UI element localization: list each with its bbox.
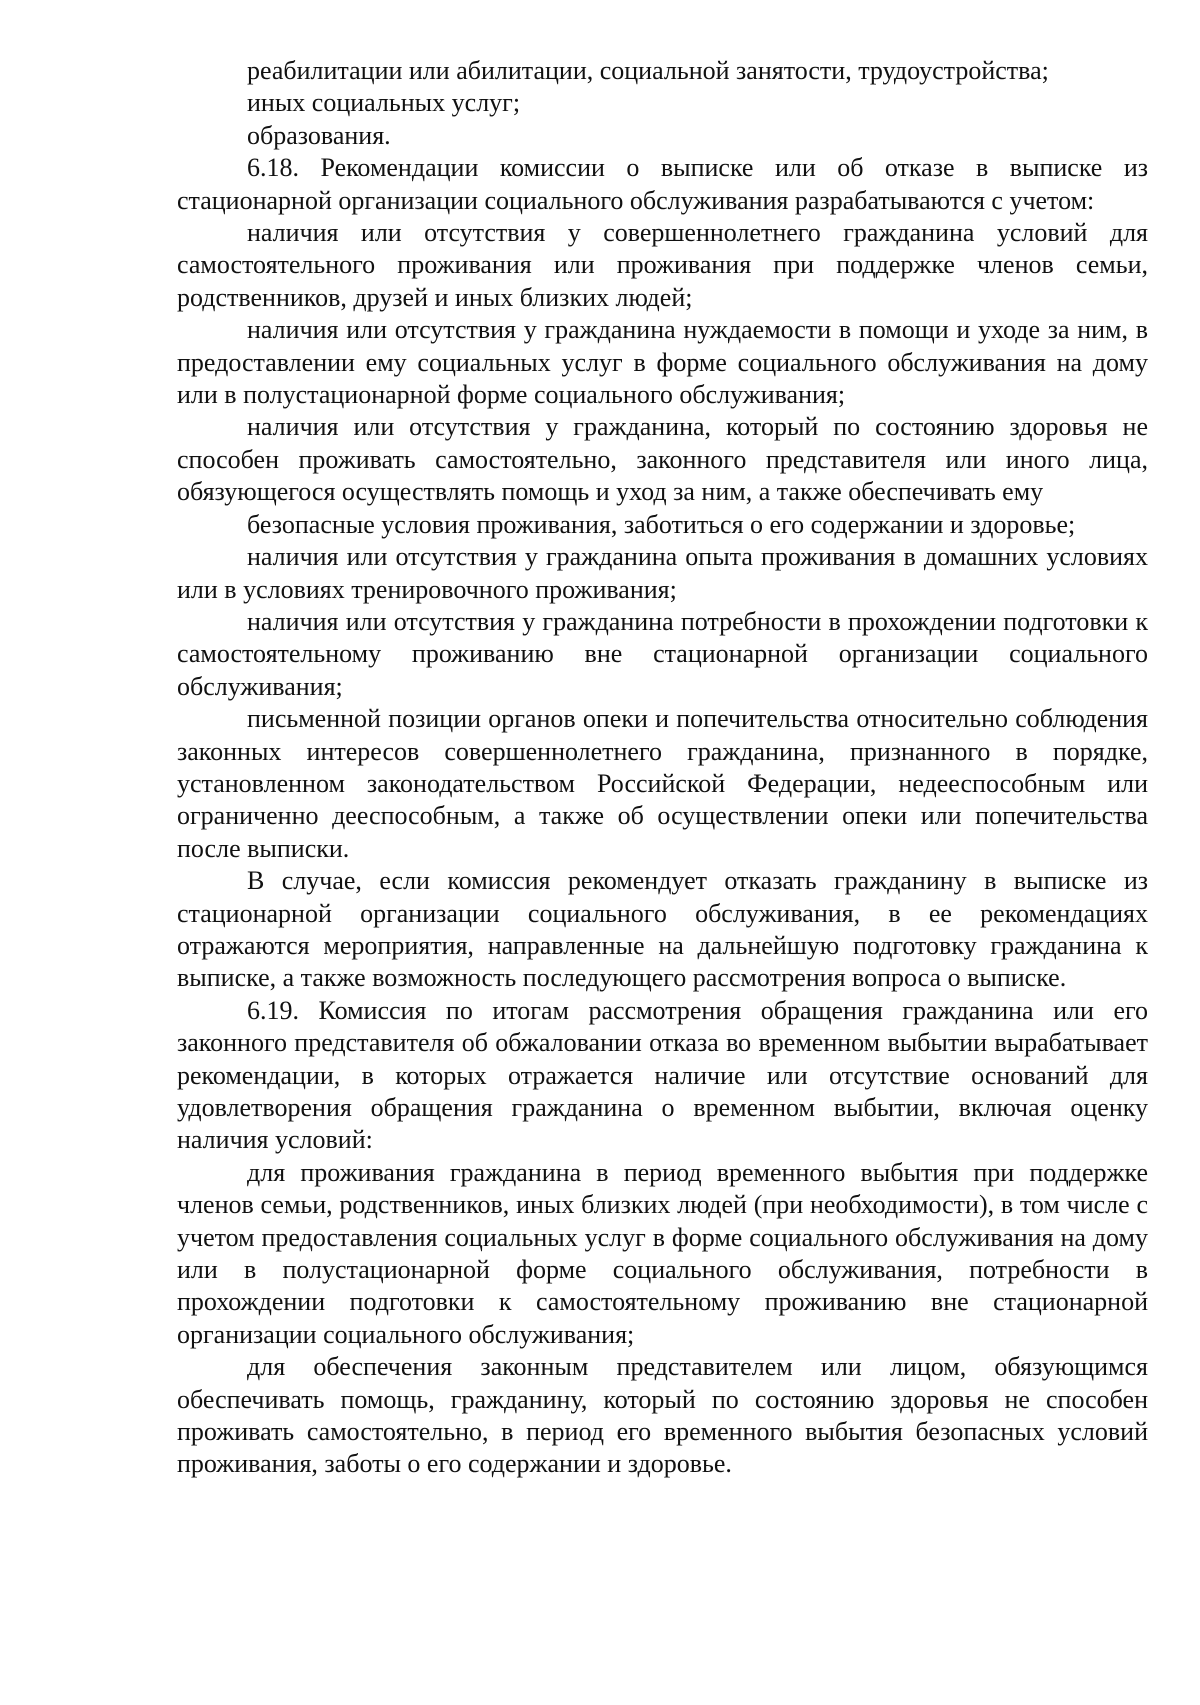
document-page: [177, 55, 1148, 1481]
paragraph-14: для проживания гражданина в период временного выбытия при поддержке членов семьи, родственников, иных близких людей (при необходимости), в том числе с учетом предоставления социальных услуг в форме социального обслуживания на дому или в полустационарной форме социального обслуживания, потребности в прохождении подготовки к самостоятельному проживанию вне стационарной организации социального обслуживания;: [177, 1157, 1148, 1349]
paragraph-6: наличия или отсутствия у гражданина нуждаемости в помощи и уходе за ним, в предоставлении ему социальных услуг в форме социального обслуживания на дому или в полустационарной форме социального обслуживания;: [177, 315, 1148, 410]
paragraph-9: наличия или отсутствия у гражданина опыта проживания в домашних условиях или в условиях тренировочного проживания;: [177, 542, 1148, 604]
paragraph-4: 6.18. Рекомендации комиссии о выписке или об отказе в выписке из стационарной организации социального обслуживания разрабатываются с учетом:: [177, 153, 1148, 215]
paragraph-12: В случае, если комиссия рекомендует отказать гражданину в выписке из стационарной организации социального обслуживания, в ее рекомендациях отражаются мероприятия, направленные на дальнейшую подготовку гражданина к выписке, а также возможность последующего рассмотрения вопроса о выписке.: [177, 866, 1148, 993]
paragraph-1: реабилитации или абилитации, социальной занятости, трудоустройства;: [247, 56, 1049, 85]
paragraph-5: наличия или отсутствия у совершеннолетнего гражданина условий для самостоятельного проживания или проживания при поддержке членов семьи, родственников, друзей и иных близких людей;: [177, 218, 1148, 312]
paragraph-15: для обеспечения законным представителем или лицом, обязующимся обеспечивать помощь, гражданину, который по состоянию здоровья не способен проживать самостоятельно, в период его временного выбытия безопасных условий проживания, заботы о его содержании и здоровье.: [177, 1352, 1148, 1479]
paragraph-11: письменной позиции органов опеки и попечительства относительно соблюдения законных интересов совершеннолетнего гражданина, признанного в порядке, установленном законодательством Российской Федерации, недееспособным или ограниченно дееспособным, а также об осуществлении опеки или попечительства после выписки.: [177, 704, 1148, 863]
paragraph-13: 6.19. Комиссия по итогам рассмотрения обращения гражданина или его законного представителя об обжаловании отказа во временном выбытии вырабатывает рекомендации, в которых отражается наличие или отсутствие оснований для удовлетворения обращения гражданина о временном выбытии, включая оценку наличия условий:: [177, 995, 1148, 1155]
paragraph-7: наличия или отсутствия у гражданина, который по состоянию здоровья не способен проживать самостоятельно, законного представителя или иного лица, обязующегося осуществлять помощь и уход за ним, а также обеспечивать ему: [177, 412, 1148, 507]
paragraph-10: наличия или отсутствия у гражданина потребности в прохождении подготовки к самостоятельному проживанию вне стационарной организации социального обслуживания;: [177, 606, 1148, 701]
paragraph-2: иных социальных услуг;: [247, 88, 521, 118]
paragraph-3: образования.: [247, 120, 391, 150]
paragraph-8: безопасные условия проживания, заботиться о его содержании и здоровье;: [247, 509, 1076, 539]
